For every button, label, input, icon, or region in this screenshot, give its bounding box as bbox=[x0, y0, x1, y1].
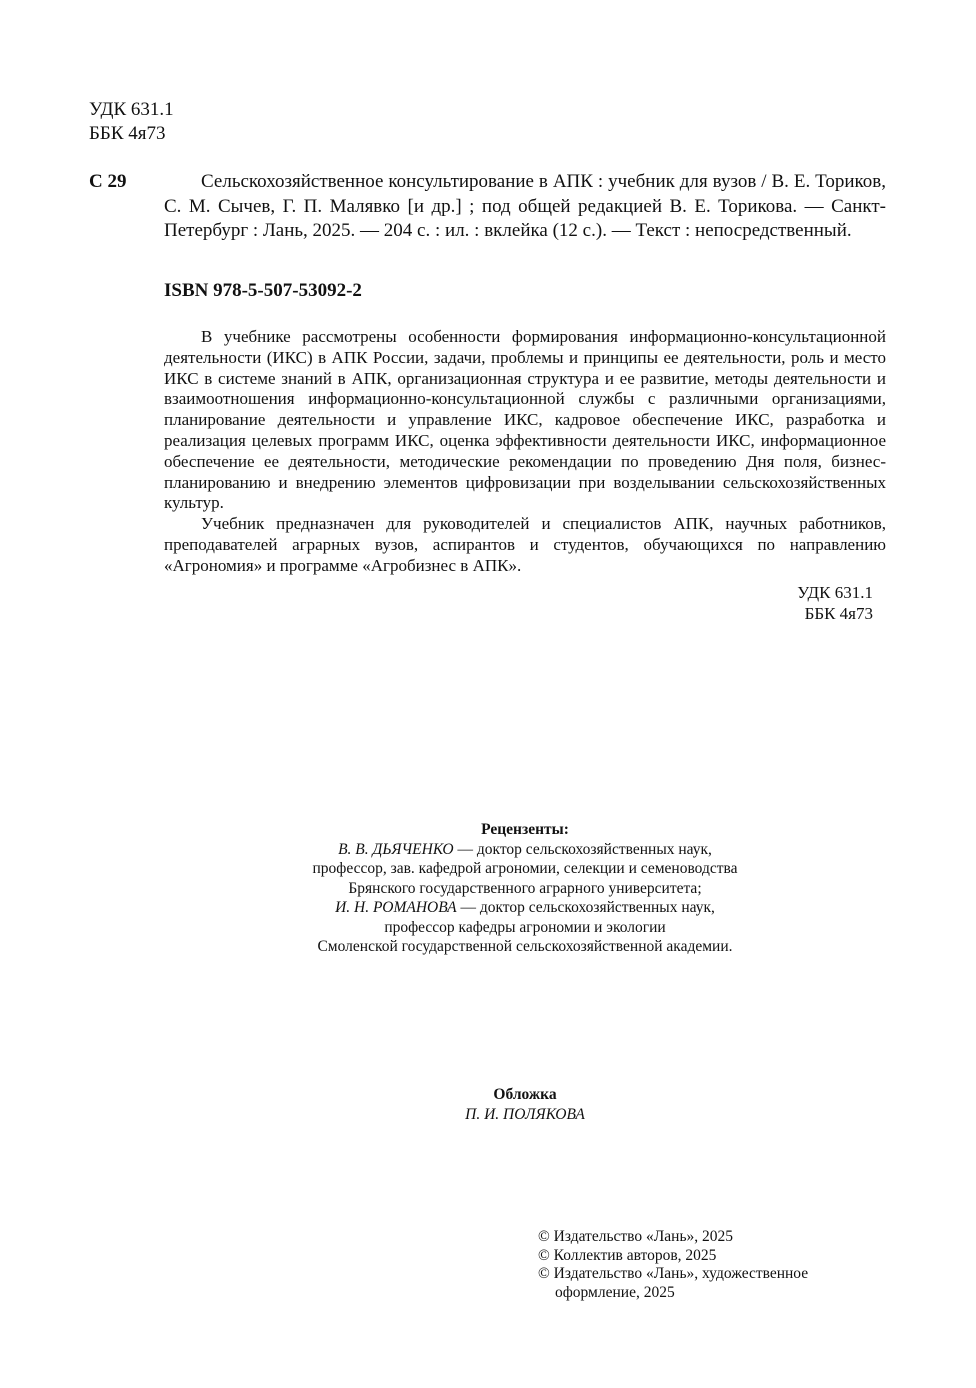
copyright-line: © Коллектив авторов, 2025 bbox=[538, 1246, 717, 1264]
reviewer-2-degree: — доктор сельскохозяйственных наук, bbox=[456, 899, 715, 916]
bbk-code: ББК 4я73 bbox=[89, 123, 166, 144]
reviewer-1-degree: — доктор сельскохозяйственных наук, bbox=[453, 840, 712, 858]
udk-code: УДК 631.1 bbox=[89, 99, 174, 120]
copyright-line: оформление, 2025 bbox=[555, 1283, 675, 1301]
reviewer-2-name: И. Н. РОМАНОВА bbox=[335, 899, 457, 916]
udk-code: УДК 631.1 bbox=[797, 583, 873, 602]
reviewers-block bbox=[250, 820, 800, 957]
bibliographic-text: Сельскохозяйственное консультирование в АПК : учебник для вузов / В. Е. Ториков, С. М. Сычев, Г. П. Малявко [и др.] ; под общей редакцией В. Е. Торикова. — Санкт-Петербург : Лань, 2025. — 204 с. : ил. : вклейка (12 с.). — Текст : непосредственный. bbox=[164, 171, 886, 241]
cover-heading: Обложка bbox=[493, 1086, 557, 1103]
reviewer-2-affiliation: Смоленской государственной сельскохозяйственной академии. bbox=[317, 938, 733, 955]
udk-bottom-block bbox=[760, 582, 873, 624]
cover-artist: П. И. ПОЛЯКОВА bbox=[465, 1105, 585, 1123]
copyright-block bbox=[538, 1228, 858, 1302]
abstract bbox=[164, 327, 886, 577]
abstract-paragraph: В учебнике рассмотрены особенности формирования информационно-консультационной деятельности (ИКС) в АПК России, задачи, проблемы и принципы ее деятельности, роль и место ИКС в системе знаний в АПК, организационная структура и ее развитие, методы деятельности и взаимоотношения информационно-консультационной службы с различными организациями, планирование деятельности и управление ИКС, кадровое обеспечение ИКС, разработка и реализация целевых программ ИКС, оценка эффективности деятельности ИКС, информационное обеспечение ее деятельности, методические рекомендации по проведению Дня поля, бизнес-планированию и внедрению элементов цифровизации при возделывании сельскохозяйственных культур. bbox=[164, 327, 886, 513]
reviewers-heading: Рецензенты: bbox=[481, 821, 569, 838]
udk-top-block bbox=[89, 98, 174, 146]
reviewer-2-line bbox=[250, 898, 800, 918]
cover-credit bbox=[400, 1085, 650, 1124]
isbn: ISBN 978-5-507-53092-2 bbox=[164, 280, 362, 301]
bibliographic-description bbox=[164, 170, 886, 244]
reviewer-1-affiliation: Брянского государственного аграрного университета; bbox=[348, 879, 702, 897]
reviewer-2-position: профессор кафедры агрономии и экологии bbox=[384, 918, 666, 936]
copyright-line: © Издательство «Лань», художественное bbox=[538, 1265, 809, 1282]
author-cipher: С 29 bbox=[89, 171, 127, 192]
reviewer-1-line bbox=[250, 840, 800, 860]
reviewer-1-name: В. В. ДЬЯЧЕНКО bbox=[338, 840, 454, 858]
copyright-line: © Издательство «Лань», 2025 bbox=[538, 1228, 734, 1245]
bbk-code: ББК 4я73 bbox=[804, 604, 873, 623]
abstract-paragraph: Учебник предназначен для руководителей и специалистов АПК, научных работников, преподавателей аграрных вузов, аспирантов и студентов, обучающихся по направлению «Агрономия» и программе «Агробизнес в АПК». bbox=[164, 514, 886, 575]
reviewer-1-position: профессор, зав. кафедрой агрономии, селекции и семеноводства bbox=[312, 860, 738, 877]
